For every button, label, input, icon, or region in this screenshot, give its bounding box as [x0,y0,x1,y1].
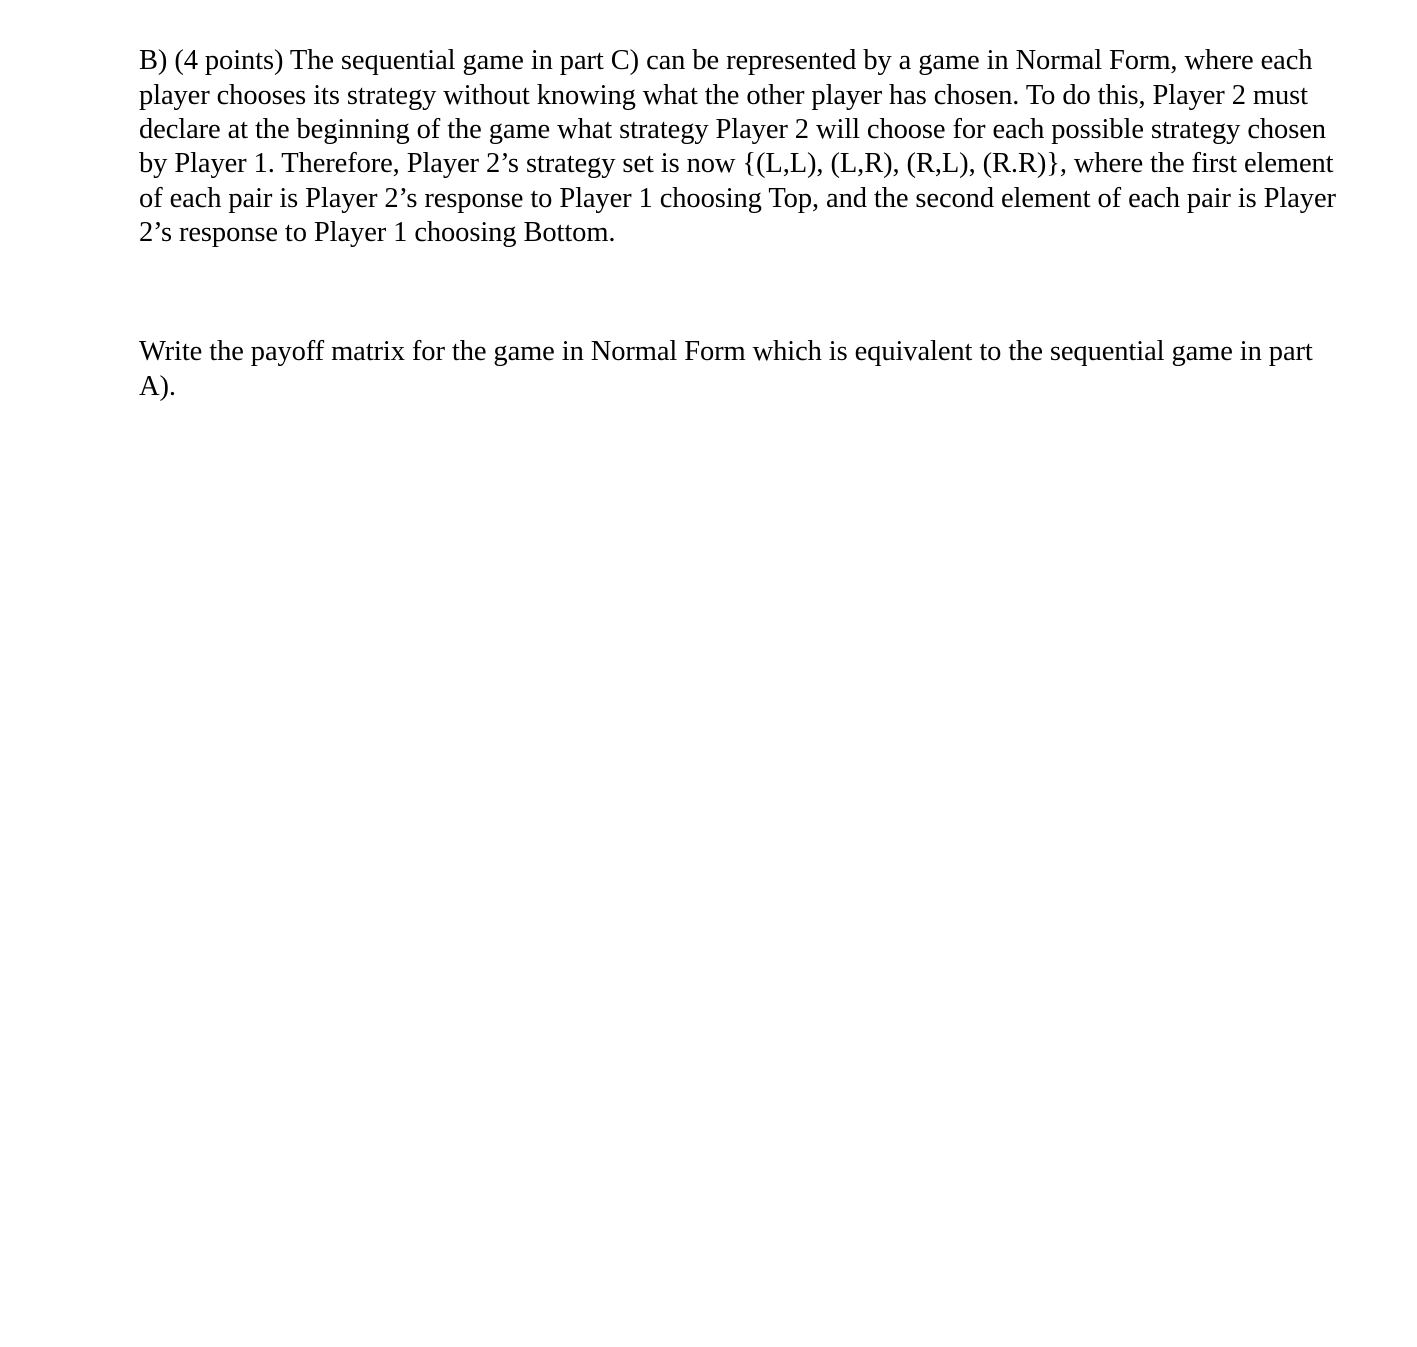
paragraph-line: player chooses its strategy without knowing what the other player has chosen. To do this, Player 2 must [139,80,1308,111]
paragraph-line: declare at the beginning of the game what strategy Player 2 will choose for each possible strategy chosen [139,114,1326,145]
paragraph-line: B) (4 points) The sequential game in part C) can be represented by a game in Normal Form, where each [139,45,1313,76]
paragraph-line: 2’s response to Player 1 choosing Bottom. [139,217,616,248]
paragraph-line: of each pair is Player 2’s response to Player 1 choosing Top, and the second element of each pair is Player [139,183,1336,214]
question-line: Write the payoff matrix for the game in Normal Form which is equivalent to the sequential game in part [139,336,1313,367]
question-line: A). [139,371,176,402]
paragraph-line: by Player 1. Therefore, Player 2’s strategy set is now {(L,L), (L,R), (R,L), (R.R)}, where the first element [139,148,1334,179]
